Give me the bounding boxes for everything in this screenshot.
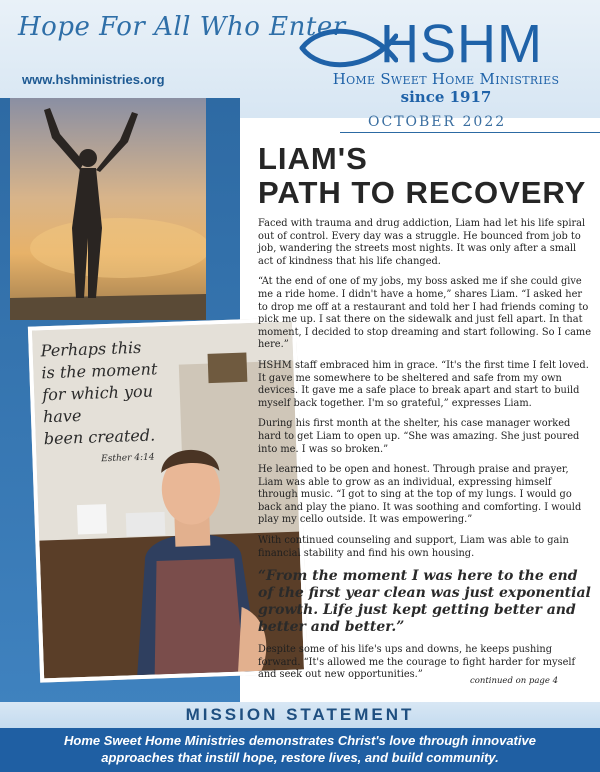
website-url[interactable]: www.hshministries.org: [22, 72, 165, 87]
article-paragraph: “At the end of one of my jobs, my boss asked me if she could give me a ride home. I didn't have a home,” shares Liam. “I asked her to drop me off at a restaurant and told her I had friends coming to pick me up. I sat there on the sidewalk and just fell apart. In that moment, I decided to stop dreaming and start following. So I came here.”: [258, 276, 592, 351]
wall-quote: [40, 336, 165, 472]
logo-wordmark: HSHM: [380, 14, 543, 74]
mission-statement: Home Sweet Home Ministries demonstrates Christ's love through innovative approaches that instill hope, restore lives, and build community.: [0, 728, 600, 772]
pull-quote: “From the moment I was here to the end of the first year clean was just exponential growth. Life just kept getting better and better and better.”: [258, 568, 591, 636]
wall-quote-reference: Esther 4:14: [101, 452, 155, 465]
hshm-logo: [298, 8, 594, 108]
continued-link[interactable]: continued on page 4: [470, 676, 558, 686]
silhouette-icon: [10, 98, 206, 320]
mission-title: MISSION STATEMENT: [0, 702, 600, 728]
wall-quote-line: Perhaps this: [40, 337, 142, 361]
wall-quote-line: been created.: [43, 425, 156, 449]
issue-date: OCTOBER 2022: [368, 114, 507, 130]
article-paragraph: With continued counseling and support, Liam was able to gain financial stability and find his own housing.: [258, 535, 569, 559]
headline-line-2: PATH TO RECOVERY: [258, 175, 587, 210]
logo-subtitle: Home Sweet Home Ministries: [332, 70, 560, 88]
article-body: [258, 218, 593, 690]
wall-quote-line: is the moment: [41, 359, 158, 383]
tagline: Hope For All Who Enter: [18, 12, 346, 42]
hope-silhouette-image: [10, 98, 206, 320]
article-paragraph: Despite some of his life's ups and downs, he keeps pushing forward. “It's allowed me the courage to fight harder for myself and seek out new opportunities.”: [258, 644, 576, 681]
article-headline: [258, 142, 588, 210]
wall-quote-line: for which you have: [41, 381, 154, 427]
date-divider: [340, 132, 600, 133]
article-paragraph: During his first month at the shelter, his case manager worked hard to get Liam to open up. “She was amazing. She just poured into me. I was so broken.”: [258, 418, 580, 455]
since-year: since 1917: [400, 88, 492, 106]
article-paragraph: He learned to be open and honest. Through praise and prayer, Liam was able to grow as an individual, expressing himself through music. “I got to sing at the top of my lungs. I would go back and play the piano. It was soothing and comforting. I would play my cello outside. It was empowering.”: [258, 464, 582, 526]
article-paragraph: Faced with trauma and drug addiction, Liam had let his life spiral out of control. Every day was a struggle. He bounced from job to job, wandering the streets most nights. It was only after a small act of kindness that his life changed.: [258, 218, 586, 267]
article-paragraph: HSHM staff embraced him in grace. “It's the first time I felt loved. It gave me somewhere to be sheltered and safe from my own devices. It gave me a safe place to break apart and start to build myself back together. I'm so grateful,” expresses Liam.: [258, 359, 589, 409]
headline-line-1: LIAM'S: [258, 141, 368, 176]
